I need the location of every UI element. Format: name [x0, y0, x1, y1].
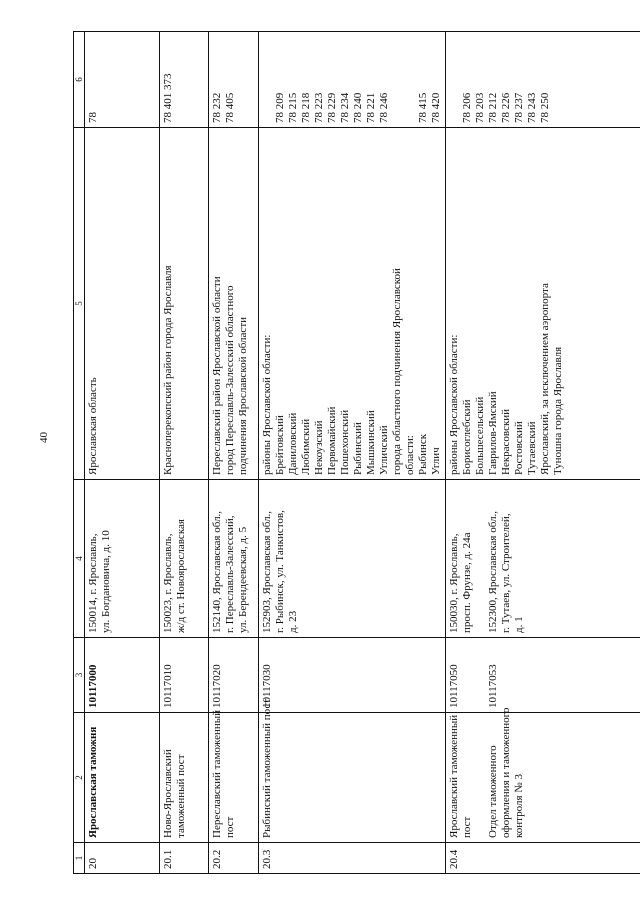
column-number: 4 — [74, 480, 85, 638]
okato-line: 78 401 373 — [162, 73, 174, 123]
address-line: 152903, Ярославская обл., — [261, 510, 273, 633]
rotated-page-content — [73, 32, 609, 874]
table-row — [259, 32, 446, 874]
okato-line: 78 203 — [474, 92, 486, 123]
row-number: 20.2 — [209, 843, 259, 874]
column-number: 2 — [74, 713, 85, 843]
territory-line: Большесельский — [474, 396, 486, 475]
customs-table — [73, 31, 640, 874]
okato-code — [209, 32, 259, 128]
office-name-line: Ярославская таможня — [87, 726, 99, 838]
territory-line: районы Ярославской области: — [261, 334, 273, 475]
okato-line: 78 415 — [417, 92, 429, 123]
office-name-line: таможенный пост — [175, 754, 187, 838]
okato-spacer — [391, 36, 404, 123]
office-code-line: 10117020 — [211, 664, 223, 708]
okato-line: 78 215 — [287, 92, 299, 123]
office-code — [209, 638, 259, 713]
okato-line: 78 212 — [487, 92, 499, 123]
territory-line: Рыбинский — [352, 422, 364, 475]
table-row — [446, 32, 640, 874]
okato-line: 78 232 — [211, 92, 223, 123]
address-line: 150014, г. Ярославль, — [87, 533, 99, 633]
territory — [160, 128, 209, 480]
territory-line: Угличский — [378, 425, 390, 475]
territory-line: районы Ярославской области: — [448, 334, 460, 475]
office-address — [209, 480, 259, 638]
office-address — [160, 480, 209, 638]
territory-line: Некоузский — [313, 420, 325, 475]
okato-code — [259, 32, 446, 128]
territory — [209, 128, 259, 480]
address-line: 152140, Ярославская обл., — [211, 510, 223, 633]
address-line: ул. Берендеевская, д. 5 — [237, 526, 249, 633]
table-row — [160, 32, 209, 874]
okato-spacer — [448, 36, 461, 123]
address-line: ж/д ст. Новоярославская — [175, 519, 187, 633]
office-name — [259, 698, 446, 843]
okato-line: 78 420 — [430, 92, 442, 123]
okato-line: 78 226 — [500, 92, 512, 123]
office-code-line: 10117053 — [487, 664, 499, 708]
address-line: д. 23 — [287, 610, 299, 633]
okato-line: 78 234 — [339, 92, 351, 123]
okato-line: 78 250 — [539, 92, 551, 123]
column-number: 3 — [74, 638, 85, 713]
address-line: ул. Богдановича, д. 10 — [100, 530, 112, 633]
office-code — [446, 638, 640, 713]
territory — [446, 128, 640, 480]
office-name-line: Рыбинский таможенный пост — [261, 698, 273, 838]
office-address — [85, 480, 160, 638]
territory-line: Ярославский, за исключением аэропорта — [539, 283, 551, 475]
page-number: 40 — [38, 432, 50, 443]
office-code — [85, 638, 160, 713]
office-name-line: пост — [224, 816, 236, 838]
okato-line: 78 209 — [274, 92, 286, 123]
address-spacer — [474, 484, 487, 633]
office-name-line: Ярославский таможенный — [448, 714, 460, 838]
office-name — [85, 713, 160, 843]
address-line: г. Рыбинск, ул. Танкистов, — [274, 510, 286, 633]
okato-code — [160, 32, 209, 128]
territory-line: Ростовский — [513, 421, 525, 475]
row-number: 20 — [85, 843, 160, 874]
column-number: 6 — [74, 32, 85, 128]
okato-spacer — [404, 36, 417, 123]
okato-line: 78 405 — [224, 92, 236, 123]
territory-line: Гаврилов-Ямский — [487, 391, 499, 475]
address-line: г. Тутаев, ул. Строителей, — [500, 513, 512, 633]
office-name-line: Переславский таможенный — [211, 709, 223, 838]
territory-line: Пошехонский — [339, 409, 351, 475]
office-code-line: 10117000 — [87, 664, 99, 708]
row-number: 20.1 — [160, 843, 209, 874]
row-number: 20.4 — [446, 843, 640, 874]
office-code — [259, 638, 446, 713]
territory-line: город Переславль-Залесский областного — [224, 285, 236, 475]
office-code-line: 10117010 — [162, 664, 174, 708]
okato-line: 78 237 — [513, 92, 525, 123]
okato-line: 78 206 — [461, 92, 473, 123]
table-row — [85, 32, 160, 874]
office-code — [160, 638, 209, 713]
address-line: д. 1 — [513, 616, 525, 633]
address-line: 150030, г. Ярославль, — [448, 533, 460, 633]
office-name-line: Отдел таможенного — [487, 745, 499, 838]
office-address — [446, 480, 640, 638]
territory-line: Переславский район Ярославской области — [211, 276, 223, 475]
okato-code — [85, 32, 160, 128]
office-name — [446, 707, 640, 843]
okato-line: 78 218 — [300, 92, 312, 123]
territory-line: города областного подчинения Ярославской — [391, 268, 403, 475]
territory-line: Ярославская область — [87, 377, 99, 475]
column-number: 1 — [74, 843, 85, 874]
office-code-line: 10117030 — [261, 664, 273, 708]
office-code-spacer — [461, 642, 474, 708]
address-line: г. Переславль-Залесский, — [224, 515, 236, 633]
office-name-spacer — [474, 717, 487, 838]
territory-line: области: — [404, 435, 416, 475]
territory-line: Рыбинск — [417, 433, 429, 475]
territory — [259, 128, 446, 480]
office-name-line: контроля № 3 — [513, 773, 525, 838]
column-number-row — [74, 32, 85, 874]
territory-line: Первомайский — [326, 406, 338, 475]
territory-line: подчинения Ярославской области — [237, 316, 249, 475]
office-code-spacer — [474, 642, 487, 708]
okato-line: 78 221 — [365, 92, 377, 123]
territory-line: Некрасовский — [500, 408, 512, 475]
territory-line: Любимский — [300, 418, 312, 475]
territory-line: Даниловский — [287, 412, 299, 475]
row-number: 20.3 — [259, 843, 446, 874]
office-name — [160, 713, 209, 843]
address-line: 152300, Ярославская обл., — [487, 510, 499, 633]
column-number: 5 — [74, 128, 85, 480]
table-row — [209, 32, 259, 874]
office-name — [209, 709, 259, 843]
okato-line: 78 — [87, 112, 99, 123]
okato-line: 78 223 — [313, 92, 325, 123]
office-address — [259, 480, 446, 638]
territory-line: Борисоглебский — [461, 399, 473, 475]
office-name-line: Ново-Ярославский — [162, 749, 174, 838]
territory-line: Брейтовский — [274, 415, 286, 475]
okato-spacer — [261, 36, 274, 123]
okato-line: 78 240 — [352, 92, 364, 123]
territory-line: Туношна города Ярославля — [552, 346, 564, 475]
okato-line: 78 229 — [326, 92, 338, 123]
territory-line: Углич — [430, 447, 442, 475]
territory-line: Красноперекопский район города Ярославля — [162, 265, 174, 475]
address-line: просп. Фрунзе, д. 24а — [461, 532, 473, 633]
territory-line: Мышкинский — [365, 410, 377, 475]
okato-line: 78 246 — [378, 92, 390, 123]
okato-code — [446, 32, 640, 128]
territory-line: Тутаевский — [526, 421, 538, 475]
okato-line: 78 243 — [526, 92, 538, 123]
territory — [85, 128, 160, 480]
office-code-line: 10117050 — [448, 664, 460, 708]
address-line: 150023, г. Ярославль, — [162, 533, 174, 633]
office-name-line: оформления и таможенного — [500, 707, 512, 838]
office-name-line: пост — [461, 816, 473, 838]
